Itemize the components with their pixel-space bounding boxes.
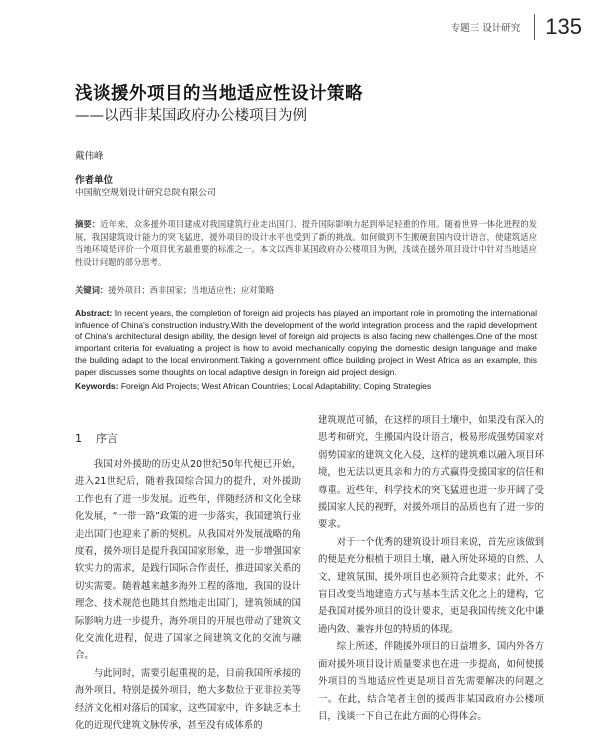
abstract-en [75, 308, 537, 378]
page-header [451, 14, 582, 40]
keywords-en [75, 381, 537, 391]
section-heading [75, 430, 301, 456]
paragraph: 对于一个优秀的建筑设计项目来说，首先应该做到的便是充分根植于项目土壤，融入所处环境的自然、人文、建筑氛围，援外项目也必须符合此要求；此外，不盲目改变当地建造方式与基本生活文化之上的建构，它是我国对援外项目的设计要求，更是我国传统文化中谦逊内敛、兼容并包的特质的体现。 [318, 536, 544, 635]
author-name: 戴伟峰 [75, 151, 104, 162]
section-title: 序言 [96, 432, 118, 445]
keywords-cn [75, 284, 537, 296]
abstract-cn-text: 近年来，众多援外项目建成对我国建筑行业走出国门、提升国际影响力起到举足轻重的作用。随着世界一体化进程的发展，我国建筑设计能力的突飞猛进，援外项目的设计水平也受到了新的挑战。如何做到不生搬硬套国内设计语言，使建筑适应当地环境是评价一个项目优劣最重要的标准之一。本文以西非某国政府办公楼项目为例，浅谈在援外项目设计中针对当地适应性设计问题的部分思考。 [75, 219, 537, 267]
header-section-label: 专题三 设计研究 [450, 23, 521, 34]
paragraph: 建筑规范可循，在这样的项目土壤中，如果没有深入的思考和研究，生搬国内设计语言，极易形成强势国家对弱势国家的建筑文化入侵，这样的建筑难以融入项目环境，也无法以更具亲和力的方式赢得受援国家的信任和尊重。近些年，科学技术的突飞猛进也进一步开阔了受援国家人民的视野，对援外项目的品质也有了进一步的要求。 [318, 415, 544, 531]
section-number: 1 [75, 432, 82, 445]
article-subtitle: ——以西非某国政府办公楼项目为例 [75, 108, 307, 124]
page-number: 135 [545, 14, 582, 39]
affiliation-label: 作者单位 [75, 175, 114, 186]
article-title: 浅谈援外项目的当地适应性设计策略 [75, 84, 363, 104]
abstract-en-label: Abstract: [75, 308, 113, 318]
abstract-cn [75, 218, 537, 268]
keywords-en-text: Foreign Aid Projects; West African Countries; Local Adaptability; Coping Strategies [120, 381, 432, 391]
abstract-en-text: In recent years, the completion of foreign aid projects has played an important role in promoting the international influence of China's construction industry.With the development of the world integration process and the rapid development of China's architectural design ability, the design level of foreign aid projects is also facing new challenges.One of the most important criteria for evaluating a project is how to avoid mechanically copying the domestic design language and make the building adapt to the local environment.Taking a government office building project in West Africa as an example, this paper discusses some thoughts on local adaptive design in foreign aid project design. [75, 308, 537, 377]
header-divider [534, 14, 535, 40]
body-column-right [318, 412, 544, 725]
paragraph: 与此同时，需要引起重视的是，目前我国所承接的海外项目，特别是援外项目，绝大多数位于亚非拉美等经济文化相对落后的国家，这些国家中，许多缺乏本土化的近现代建筑文脉传承，甚至没有成体系的 [75, 667, 301, 732]
body-column-left [75, 430, 301, 735]
keywords-en-label: Keywords: [75, 381, 119, 391]
affiliation: 中国航空规划设计研究总院有限公司 [75, 188, 216, 198]
keywords-cn-text: 援外项目；西非国家；当地适应性；应对策略 [108, 285, 275, 295]
keywords-cn-label: 关键词： [75, 285, 109, 295]
abstract-cn-label: 摘要： [75, 219, 101, 229]
paragraph: 综上所述，伴随援外项目的日益增多，国内外各方面对援外项目设计质量要求也在进一步提高，如何使援外项目的当地适应性更是项目首先需要解决的问题之一。在此，结合笔者主创的援西非某国政府办公楼项目，浅谈一下自己在此方面的心得体会。 [318, 641, 544, 722]
paragraph: 我国对外援助的历史从20世纪50年代便已开始，进入21世纪后，随着我国综合国力的提升，对外援助工作也有了进一步发展。近些年，伴随经济和文化全球化发展，“一带一路”政策的进一步落实，我国建筑行业走出国门也迎来了新的契机。从我国对外发展战略的角度看，援外项目是提升我国国家形象，进一步增强国家软实力的需求，是践行国际合作责任，推进国家关系的切实需要。随着越来越多海外工程的落地，我国的设计理念、技术规范也随其自然地走出国门，建筑领域的国际影响力进一步提升，海外项目的开展也带动了建筑文化交流化进程，促进了国家之间建筑文化的交流与融合。 [75, 459, 301, 662]
